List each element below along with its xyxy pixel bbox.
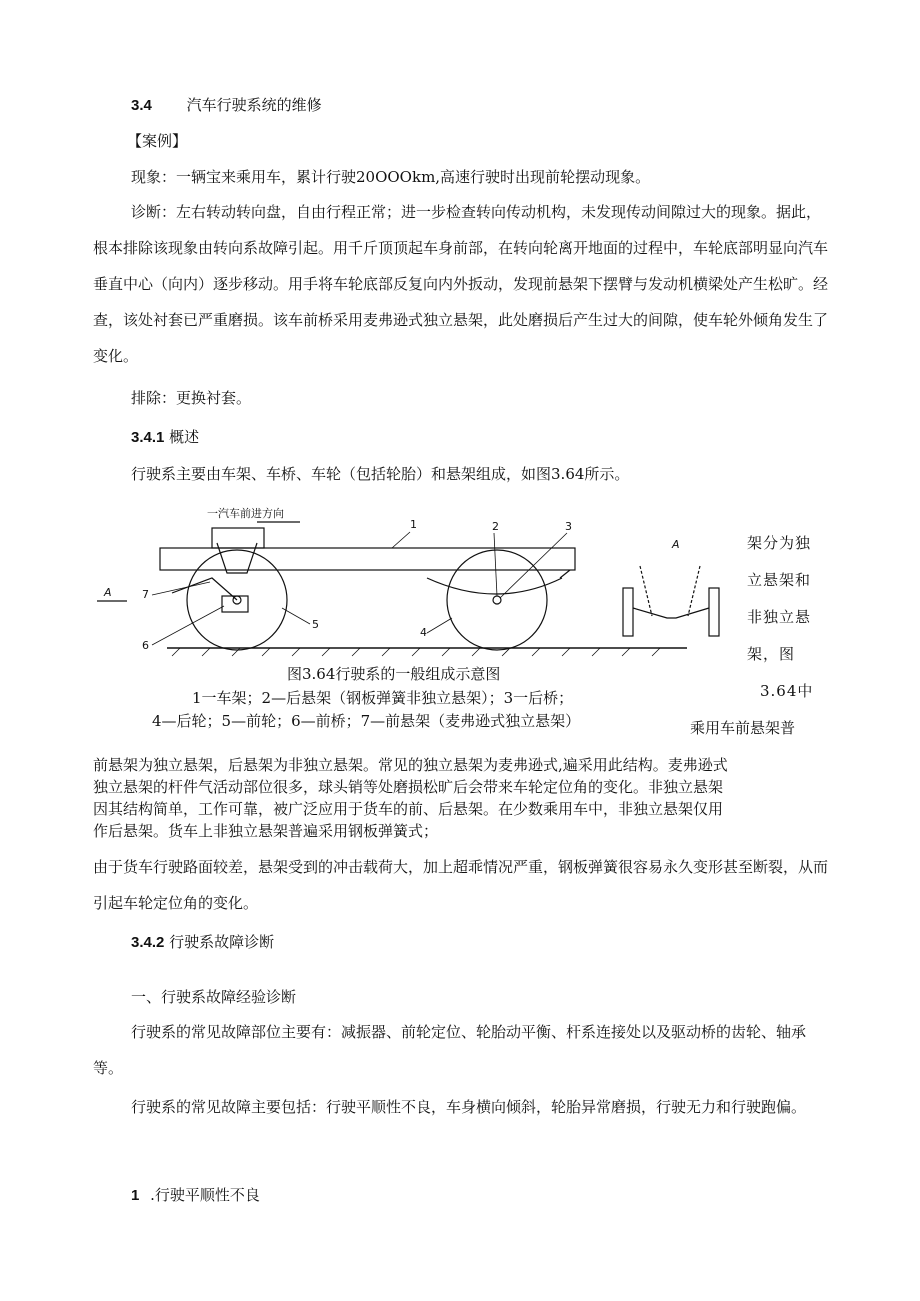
list-item-text: .行驶平顺性不良	[150, 1186, 260, 1204]
fault-types-paragraph: 行驶系的常见故障主要包括：行驶平顺性不良，车身横向倾斜，轮胎异常磨损，行驶无力和行驶跑偏。	[131, 1098, 807, 1116]
case-phenomenon: 现象：一辆宝来乘用车，累计行驶20OOOkm,高速行驶时出现前轮摆动现象。	[131, 168, 651, 186]
section-struts	[640, 566, 700, 616]
subsection-number: 3.4.1	[131, 429, 165, 446]
label-7: 7	[142, 588, 149, 601]
view-label: A	[104, 586, 112, 599]
side-line-4: 架，图	[747, 645, 796, 663]
suspension-line-1: 前悬架为独立悬架，后悬架为非独立悬架。常见的独立悬架为麦弗逊式,遍采用此结构。麦弗逊式	[93, 756, 728, 774]
subsection-title: 概述	[169, 428, 200, 446]
section-wheel-left	[623, 588, 633, 636]
figure-legend-1: 1一车架；2—后悬架（钢板弹簧非独立悬架）；3一后桥；	[192, 689, 574, 707]
suspension-line-3: 因其结构简单，工作可靠，被广泛应用于货车的前、后悬架。在少数乘用车中，非独立悬架仅用	[93, 800, 724, 818]
side-line-6: 乘用车前悬架普	[690, 719, 796, 737]
figure-caption: 图3.64行驶系的一般组成示意图	[287, 665, 501, 683]
subsection-heading-342	[131, 932, 274, 953]
side-line-5: 3.64中	[760, 682, 814, 700]
label-3: 3	[565, 520, 572, 533]
spring-shackle	[560, 570, 570, 578]
label-2: 2	[492, 520, 499, 533]
case-fix: 排除：更换衬套。	[131, 389, 252, 407]
side-line-1: 架分为独	[747, 534, 812, 552]
intro-paragraph: 行驶系主要由车架、车桥、车轮（包括轮胎）和悬架组成，如图3.64所示。	[131, 465, 630, 483]
subheading-experience: 一、行驶系故障经验诊断	[131, 988, 297, 1006]
rear-hub	[493, 596, 501, 604]
list-item-number: 1	[131, 1187, 140, 1204]
figure-legend-2: 4—后轮；5—前轮；6—前桥；7—前悬架（麦弗逊式独立悬架）	[152, 712, 581, 730]
subsection-title-342: 行驶系故障诊断	[169, 933, 275, 951]
direction-label: 一汽车前进方向	[207, 507, 284, 520]
label-4: 4	[420, 626, 427, 639]
suspension-paragraph-2: 由于货车行驶路面较差，悬架受到的冲击载荷大，加上超乖情况严重，钢板弹簧很容易永久变形甚至断裂，从而引起车轮定位角的变化。	[93, 858, 829, 912]
subsection-heading-341	[131, 427, 199, 448]
view-label-2: A	[672, 538, 680, 551]
label-6: 6	[142, 639, 149, 652]
label-5: 5	[312, 618, 319, 631]
rear-wheel	[447, 550, 547, 650]
label-1: 1	[410, 518, 417, 531]
section-number: 3.4	[131, 97, 152, 114]
subsection-number-342: 3.4.2	[131, 934, 165, 951]
fault-locations-paragraph: 行驶系的常见故障部位主要有：减振器、前轮定位、轮胎动平衡、杆系连接处以及驱动桥的齿轮、轴承等。	[93, 1023, 807, 1077]
figure-diagram	[92, 498, 742, 673]
case-heading: 【案例】	[127, 132, 188, 150]
suspension-line-2: 独立悬架的杆件气活动部位很多，球头销等处磨损松旷后会带来车轮定位角的变化。非独立悬架	[93, 778, 724, 796]
list-item-1	[131, 1185, 260, 1206]
section-crossmember	[633, 608, 709, 618]
side-line-3: 非独立悬	[747, 608, 812, 626]
section-wheel-right	[709, 588, 719, 636]
section-title: 汽车行驶系统的维修	[186, 96, 322, 114]
section-heading	[131, 95, 322, 116]
front-arm	[172, 578, 237, 600]
side-line-2: 立悬架和	[747, 571, 812, 589]
suspension-line-4: 作后悬架。货车上非独立悬架普遍采用钢板弹簧式；	[93, 822, 439, 840]
label-leaders	[152, 532, 567, 645]
case-diagnosis: 诊断：左右转动转向盘，自由行程正常；进一步检查转向传动机构，未发现传动间隙过大的现象。据此，根本排除该现象由转向系故障引起。用千斤顶顶起车身前部，在转向轮离开地面的过程中，车轮底部明显向汽车垂直中心（向内）逐步移动。用手将车轮底部反复向内外扳动，发现前悬架下摆臂与发动机横梁处产生松旷。经查，该处衬套已严重磨损。该车前桥采用麦弗逊式独立悬架，此处磨损后产生过大的间隙，使车轮外倾角发生了变化。	[93, 203, 829, 365]
